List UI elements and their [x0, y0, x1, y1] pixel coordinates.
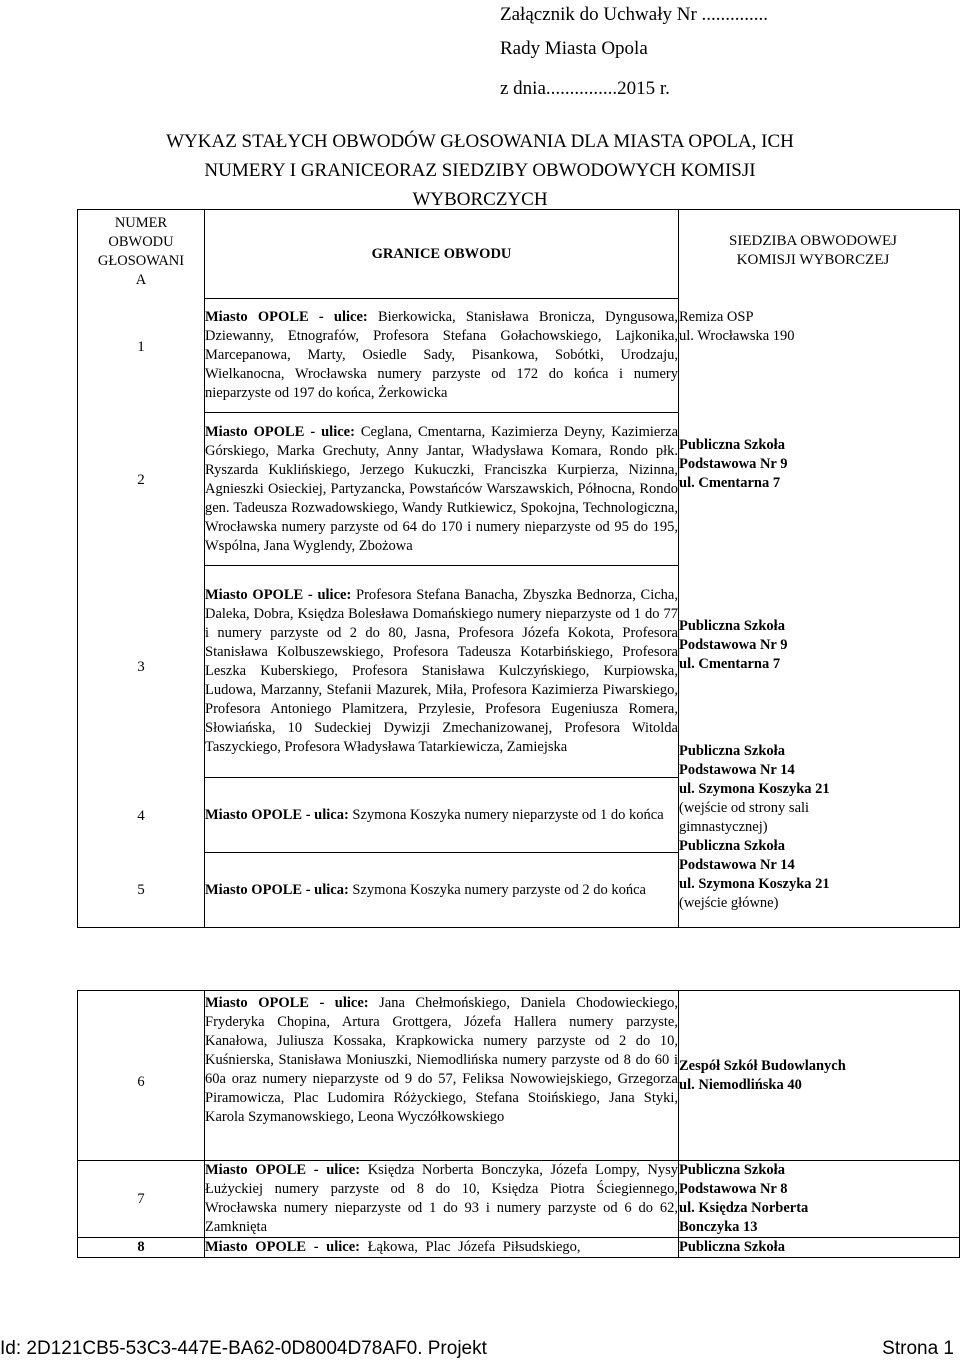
header-date: z dnia...............2015 r.: [500, 78, 670, 99]
district-number: 1: [137, 339, 145, 355]
district-number: 4: [137, 807, 145, 824]
header-council: Rady Miasta Opola: [500, 38, 648, 59]
seat-entry: Publiczna Szkoła Podstawowa Nr 8 ul. Księdza Norberta Bonczyka 13: [679, 1161, 960, 1238]
borders-header: GRANICE OBWODU: [205, 210, 679, 299]
seat-entry: Publiczna Szkoła Podstawowa Nr 9 ul. Cmentarna 7: [679, 617, 788, 672]
district-number: 7: [78, 1161, 205, 1238]
district-borders: Miasto OPOLE - ulica: Szymona Koszyka numery nieparzyste od 1 do końca: [205, 778, 679, 853]
seat-entry: Publiczna Szkoła Podstawowa Nr 14 ul. Szymona Koszyka 21 (wejście główne): [679, 838, 830, 911]
districts-table-continued: [77, 990, 960, 1258]
district-borders: Miasto OPOLE - ulice: Łąkowa, Plac Józefa Piłsudskiego,: [205, 1238, 679, 1258]
district-borders: Miasto OPOLE - ulice: Profesora Stefana Banacha, Zbyszka Bednorza, Cicha, Daleka, Dobra, Księdza Bolesława Domańskiego numery nieparzyste od 1 do 77 i numery parzyste od 2 do 80, Jasna, Profesora Józefa Kokota, Profesora Stanisława Kolbuszewskiego, Profesora Tadeusza Kotarbińskiego, Profesora Leszka Kuberskiego, Profesora Stanisława Kulczyńskiego, Kurpiowska, Ludowa, Marzanny, Stefanii Mazurek, Miła, Profesora Kazimierza Piwarskiego, Profesora Antoniego Plamitzera, Przylesie, Profesora Eugeniusza Romera, Słowiańska, 10 Sudeckiej Dywizji Zmechanizowanej, Profesora Witolda Taszyckiego, Profesora Władysława Tatarkiewicza, Zamiejska: [205, 566, 679, 778]
district-borders: Miasto OPOLE - ulica: Szymona Koszyka numery parzyste od 2 do końca: [205, 853, 679, 928]
district-number: 5: [137, 881, 145, 898]
seat-entry: Publiczna Szkoła Podstawowa Nr 14 ul. Szymona Koszyka 21 (wejście od strony sali gimnastycznej): [679, 743, 830, 835]
district-number: 6: [78, 991, 205, 1161]
seat-entry: Zespół Szkół Budowlanych ul. Niemodlińska 40: [679, 991, 960, 1161]
number-column: [78, 210, 205, 928]
district-borders: Miasto OPOLE - ulice: Jana Chełmońskiego, Daniela Chodowieckiego, Fryderyka Chopina, Artura Grottgera, Józefa Hallera numery parzyste, Kanałowa, Juliusza Kossaka, Krapkowicka numery parzyste od 2 do 10, Kuśnierska, Stanisława Moniuszki, Niemodlińska numery parzyste od 8 do 60 i 60a oraz numery nieparzyste od 9 do 57, Feliksa Nowowiejskiego, Grzegorza Piramowicza, Plac Ludomira Różyckiego, Stefana Stoińskiego, Jana Styki, Karola Szymanowskiego, Leona Wyczółkowskiego: [205, 991, 679, 1161]
district-borders: Miasto OPOLE - ulice: Bierkowicka, Stanisława Bronicza, Dyngusowa, Dziewanny, Etnografów, Profesora Stefana Gołachowskiego, Lajkonika, Marcepanowa, Marty, Osiedle Sady, Pisankowa, Sobótki, Urodzaju, Wielkanocna, Wrocławska numery parzyste od 172 do końca i numery nieparzyste od 197 do końca, Żerkowicka: [205, 299, 679, 413]
document-title: WYKAZ STAŁYCH OBWODÓW GŁOSOWANIA DLA MIASTA OPOLA, ICH NUMERY I GRANICEORAZ SIEDZIBY OBWODOWYCH KOMISJI WYBORCZYCH: [166, 131, 794, 210]
seat-entry: Publiczna Szkoła: [679, 1238, 960, 1258]
district-number: 8: [78, 1238, 205, 1258]
number-header: NUMER OBWODU GŁOSOWANI A: [97, 215, 185, 288]
seat-entry: Remiza OSP ul. Wrocławska 190: [679, 309, 795, 344]
seat-header: SIEDZIBA OBWODOWEJ KOMISJI WYBORCZEJ: [729, 233, 897, 268]
seat-entry: Publiczna Szkoła Podstawowa Nr 9 ul. Cmentarna 7: [679, 436, 788, 491]
district-borders: Miasto OPOLE - ulice: Księdza Norberta Bonczyka, Józefa Lompy, Nysy Łużyckiej numery parzyste od 8 do 10, Księdza Piotra Ściegiennego, Wrocławska numery nieparzyste od 1 do 93 i numery parzyste od 6 do 62, Zamknięta: [205, 1161, 679, 1238]
header-resolution: Załącznik do Uchwały Nr ..............: [500, 4, 769, 25]
district-number: 2: [137, 471, 145, 488]
page-number: Strona 1: [882, 1338, 954, 1359]
district-borders: Miasto OPOLE - ulice: Ceglana, Cmentarna, Kazimierza Deyny, Kazimierza Górskiego, Marka Grechuty, Anny Jantar, Władysława Komara, Rondo płk. Ryszarda Kuklińskiego, Jerzego Kukuczki, Franciszka Kurpierza, Nizinna, Agnieszki Osieckiej, Partyzancka, Powstańców Warszawskich, Północna, Rondo gen. Tadeusza Rozwadowskiego, Wandy Rutkiewicz, Spokojna, Technologiczna, Wrocławska numery parzyste od 64 do 170 i numery nieparzyste od 95 do 195, Wspólna, Jana Wyglendy, Zbożowa: [205, 413, 679, 566]
district-number: 3: [137, 659, 145, 675]
districts-table: [77, 209, 960, 928]
seat-column: [679, 210, 960, 928]
document-id: Id: 2D121CB5-53C3-447E-BA62-0D8004D78AF0. Projekt: [0, 1338, 487, 1359]
